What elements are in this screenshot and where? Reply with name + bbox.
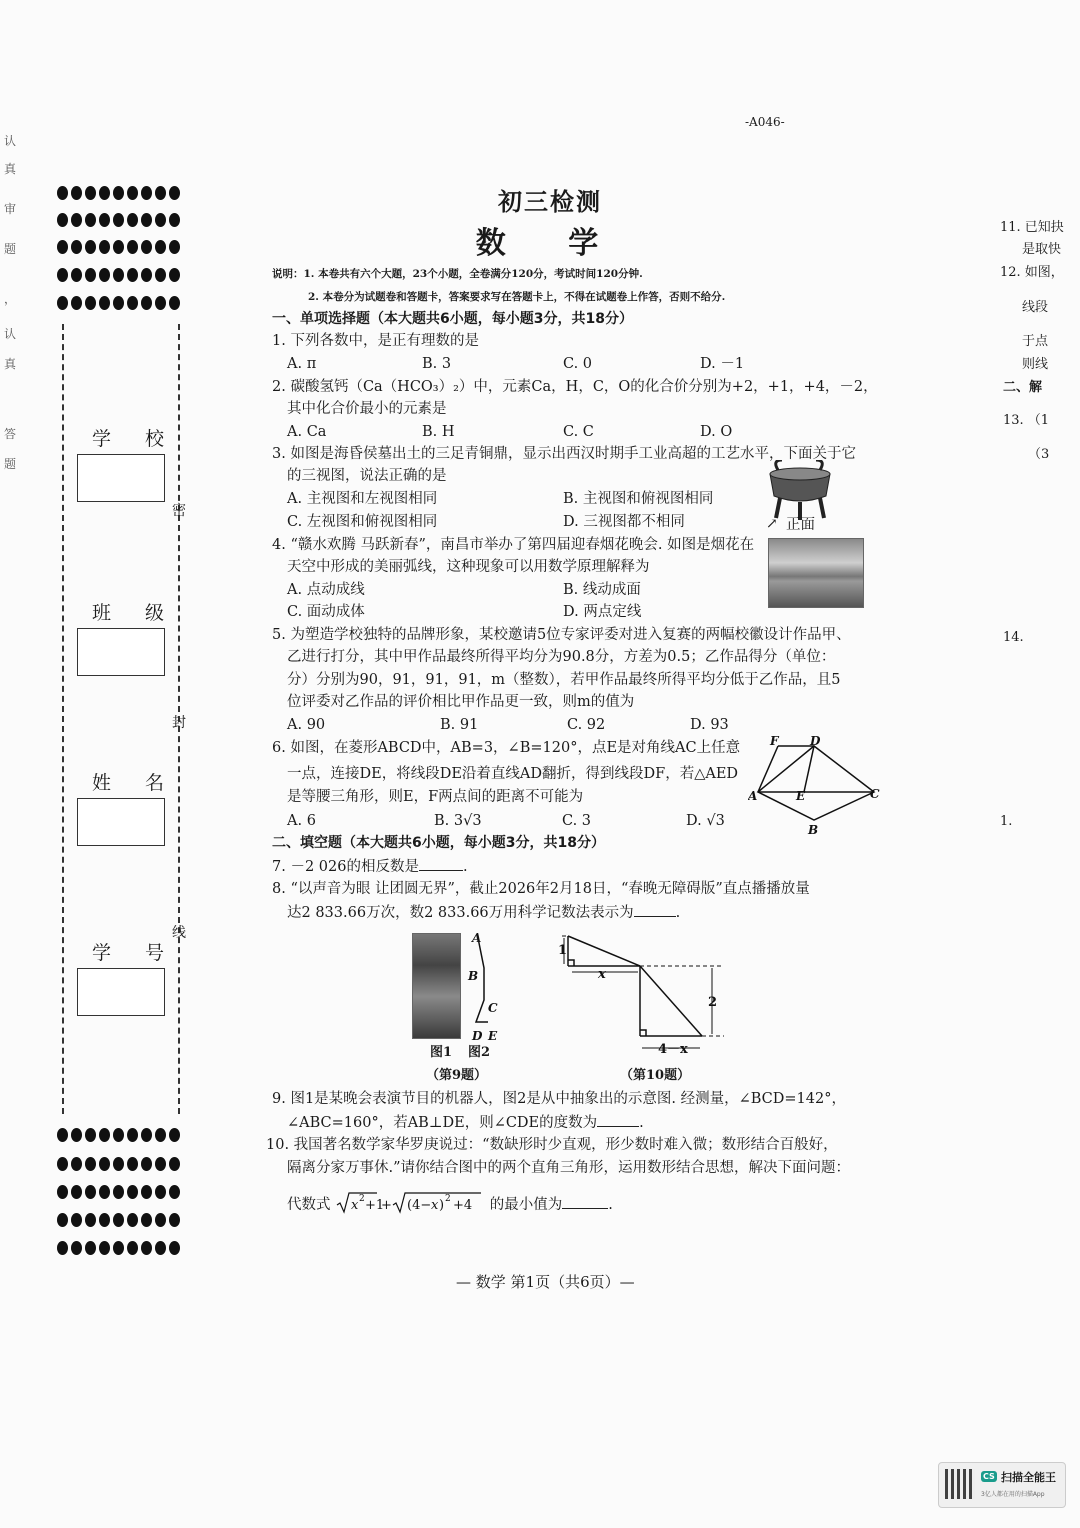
svg-text:+4: +4 xyxy=(453,1198,473,1213)
front-view-arrow-icon: ↗ xyxy=(766,516,778,532)
svg-text:): ) xyxy=(439,1198,445,1213)
fig10-label-1: 1 xyxy=(558,943,568,958)
q10-prefix: 代数式 xyxy=(287,1197,331,1213)
q4-stem-2: 天空中形成的美丽弧线，这种现象可以用数学原理解释为 xyxy=(287,559,650,575)
q10-answer-blank[interactable] xyxy=(562,1194,608,1209)
q2-option-c: C. C xyxy=(563,424,594,440)
q1-option-a: A. π xyxy=(287,356,317,372)
q8-answer-blank[interactable] xyxy=(634,902,676,917)
q4-stem-1: 4. “赣水欢腾 马跃新春”，南昌市举办了第四届迎春烟花晚会. 如图是烟花在 xyxy=(272,537,755,553)
edge-char: 认 xyxy=(4,134,17,148)
seal-xian: 线 xyxy=(172,925,186,941)
svg-text:+: + xyxy=(381,1198,393,1213)
rhombus-label-d: D xyxy=(810,734,821,748)
q2-stem-1: 2. 碳酸氢钙（Ca（HCO₃）₂）中，元素Ca，H，C，O的化合价分别为+2，+1，+4，－2， xyxy=(272,379,878,395)
q9-line-2: ∠ABC=160°，若AB⊥DE，则∠CDE的度数为 . xyxy=(287,1112,644,1133)
q5-line-3: 分）分别为90，91，91，91，m（整数），若甲作品最终所得平均分低于乙作品，且5 xyxy=(287,672,841,688)
q2-option-a: A. Ca xyxy=(287,424,327,440)
edge-char: 真 xyxy=(4,162,17,176)
student-id-label: 学 号 xyxy=(92,942,179,964)
q2-stem-2: 其中化合价最小的元素是 xyxy=(287,401,447,417)
q5-line-2: 乙进行打分，其中甲作品最终所得平均分为90.8分，方差为0.5；乙作品得分（单位： xyxy=(287,649,836,665)
fig9-label-d: D xyxy=(472,1029,483,1043)
svg-text:2: 2 xyxy=(359,1194,365,1204)
fig10-label-4-minus-x: 4－x xyxy=(658,1042,688,1057)
right-strip-7: 二、解 xyxy=(1003,380,1043,395)
fig9-caption-2: 图2 xyxy=(468,1045,491,1060)
school-box[interactable] xyxy=(77,454,165,502)
edge-char: 题 xyxy=(4,242,17,256)
student-id-box[interactable] xyxy=(77,968,165,1016)
right-strip-9: （3 xyxy=(1028,447,1050,462)
q5-option-a: A. 90 xyxy=(287,717,326,733)
rhombus-label-e: E xyxy=(796,789,806,803)
q6-option-a: A. 6 xyxy=(287,813,316,829)
subject-title: 数 学 xyxy=(475,226,625,261)
q1-stem: 1. 下列各数中，是正有理数的是 xyxy=(272,333,479,349)
fig10-label-x: x xyxy=(598,967,606,982)
q6-line-1: 6. 如图，在菱形ABCD中，AB=3，∠B=120°，点E是对角线AC上任意 xyxy=(272,740,741,756)
bronze-ding-image xyxy=(760,460,840,522)
edge-char: 审 xyxy=(4,202,17,216)
q4-option-b: B. 线动成面 xyxy=(563,582,641,598)
scanner-name: 扫描全能王 xyxy=(1001,1471,1056,1484)
q1-option-b: B. 3 xyxy=(422,356,452,372)
edge-char: 真 xyxy=(4,357,17,371)
q6-line-2: 一点，连接DE，将线段DE沿着直线AD翻折，得到线段DF，若△AED xyxy=(287,766,739,782)
instruction-2: 2. 本卷分为试题卷和答题卡，答案要求写在答题卡上，不得在试题卷上作答，否则不给分. xyxy=(308,291,726,303)
scanner-watermark xyxy=(938,1462,1066,1508)
scanner-badge: CS xyxy=(983,1472,995,1481)
rhombus-label-b: B xyxy=(808,823,819,837)
svg-text:+1: +1 xyxy=(365,1198,385,1213)
q1-option-c: C. 0 xyxy=(563,356,593,372)
q7: 7. －2 026的相反数是 . xyxy=(272,856,468,877)
qr-code-icon xyxy=(945,1469,975,1499)
q9-line-1: 9. 图1是某晚会表演节目的机器人，图2是从中抽象出的示意图. 经测量，∠BCD=142°， xyxy=(272,1091,846,1107)
page-footer: — 数学 第1页（共6页）— xyxy=(456,1273,635,1291)
q7-answer-blank[interactable] xyxy=(419,856,463,871)
q9-answer-blank[interactable] xyxy=(597,1112,639,1127)
instruction-1: 说明：1. 本卷共有六个大题，23个小题，全卷满分120分，考试时间120分钟. xyxy=(272,268,643,280)
front-view-label: 正面 xyxy=(786,517,815,533)
q10-line-2: 隔离分家万事休.”请你结合图中的两个直角三角形，运用数形结合思想，解决下面问题： xyxy=(287,1160,851,1176)
q1-option-d: D. －1 xyxy=(700,356,745,372)
q4-option-d: D. 两点定线 xyxy=(563,604,642,620)
edge-char: 题 xyxy=(4,457,17,471)
q4-option-a: A. 点动成线 xyxy=(287,582,365,598)
right-strip-5: 于点 xyxy=(1022,334,1049,349)
q9-stem-2: ∠ABC=160°，若AB⊥DE，则∠CDE的度数为 xyxy=(287,1115,598,1131)
binding-line-left xyxy=(62,324,64,1114)
q6-option-d: D. √3 xyxy=(686,813,725,829)
q5-option-d: D. 93 xyxy=(690,717,729,733)
right-strip-3: 12. 如图， xyxy=(1000,265,1064,280)
q3-option-d: D. 三视图都不相同 xyxy=(563,514,685,530)
edge-char: 认 xyxy=(4,327,17,341)
svg-text:x: x xyxy=(431,1198,439,1213)
name-box[interactable] xyxy=(77,798,165,846)
q7-stem: 7. －2 026的相反数是 xyxy=(272,859,419,875)
rhombus-label-a: A xyxy=(748,789,758,803)
q10-line-3: 代数式 x 2 +1 + (4− x ) 2 +4 的最小值为 . xyxy=(287,1190,613,1216)
fig9-label-b: B xyxy=(468,969,479,983)
q4-option-c: C. 面动成体 xyxy=(287,604,365,620)
right-strip-2: 是取快 xyxy=(1022,242,1062,257)
section1-heading: 一、单项选择题（本大题共6小题，每小题3分，共18分） xyxy=(272,311,633,327)
fireworks-photo xyxy=(768,538,864,608)
rhombus-label-f: F xyxy=(770,734,779,748)
q8-stem-2: 达2 833.66万次，数2 833.66万用科学记数法表示为 xyxy=(287,905,634,921)
q8-line-1: 8. “以声音为眼 让团圆无界”，截止2026年2月18日，“春晚无障碍版”直点播播放量 xyxy=(272,881,810,897)
q3-option-a: A. 主视图和左视图相同 xyxy=(287,491,438,507)
q6-option-c: C. 3 xyxy=(562,813,592,829)
exam-title: 初三检测 xyxy=(498,187,602,216)
q8-line-2: 达2 833.66万次，数2 833.66万用科学记数法表示为 . xyxy=(287,902,680,923)
edge-char: 答 xyxy=(4,427,17,441)
q3-stem-1: 3. 如图是海昏侯墓出土的三足青铜鼎，显示出西汉时期手工业高超的工艺水平，下面关于它 xyxy=(272,446,856,462)
fig10-label-2: 2 xyxy=(708,995,718,1010)
right-strip-1: 11. 已知抉 xyxy=(1000,220,1064,235)
q5-option-b: B. 91 xyxy=(440,717,479,733)
class-box[interactable] xyxy=(77,628,165,676)
seal-feng: 封 xyxy=(172,715,186,731)
fig9-label-a: A xyxy=(472,931,482,945)
q6-option-b: B. 3√3 xyxy=(434,813,482,829)
paper-code: -A046- xyxy=(745,115,785,129)
q3-option-b: B. 主视图和俯视图相同 xyxy=(563,491,714,507)
q3-option-c: C. 左视图和俯视图相同 xyxy=(287,514,438,530)
right-strip-10: 14. xyxy=(1003,630,1024,645)
svg-text:(4−: (4− xyxy=(407,1198,432,1213)
rhombus-figure xyxy=(748,734,884,838)
fig10-caption: （第10题） xyxy=(620,1068,691,1083)
figure10-diagram xyxy=(558,928,728,1060)
figure9-diagram xyxy=(462,928,508,1046)
name-label: 姓 名 xyxy=(92,772,179,794)
q2-option-b: B. H xyxy=(422,424,455,440)
fig9-caption: （第9题） xyxy=(426,1068,488,1083)
q3-stem-2: 的三视图，说法正确的是 xyxy=(287,468,447,484)
scanner-sub: 3亿人都在用的扫描App xyxy=(981,1491,1045,1498)
right-strip-11: 1. xyxy=(1000,814,1013,829)
q2-option-d: D. O xyxy=(700,424,733,440)
svg-text:x: x xyxy=(351,1198,359,1213)
right-strip-8: 13. （1 xyxy=(1003,413,1050,428)
fig9-label-e: E xyxy=(488,1029,498,1043)
svg-text:2: 2 xyxy=(445,1194,451,1204)
seal-mi: 密 xyxy=(172,503,186,519)
edge-char: ， xyxy=(4,292,17,306)
q5-line-4: 位评委对乙作品的评价相比甲作品更一致，则m的值为 xyxy=(287,694,635,710)
class-label: 班 级 xyxy=(92,602,179,624)
q10-suffix: 的最小值为 xyxy=(489,1197,563,1213)
right-strip-4: 线段 xyxy=(1022,300,1049,315)
right-strip-6: 则线 xyxy=(1022,357,1049,372)
q5-line-1: 5. 为塑造学校独特的品牌形象，某校邀请5位专家评委对进入复赛的两幅校徽设计作品甲、 xyxy=(272,627,851,643)
section2-heading: 二、填空题（本大题共6小题，每小题3分，共18分） xyxy=(272,835,605,851)
rhombus-label-c: C xyxy=(870,787,880,801)
fig9-label-c: C xyxy=(488,1001,498,1015)
robot-photo xyxy=(412,933,461,1039)
q10-line-1: 10. 我国著名数学家华罗庚说过：“数缺形时少直观，形少数时难入微；数形结合百般好， xyxy=(266,1137,838,1153)
q5-option-c: C. 92 xyxy=(567,717,606,733)
fig9-caption-1: 图1 xyxy=(430,1045,453,1060)
q10-expression xyxy=(335,1190,485,1216)
q6-line-3: 是等腰三角形，则E，F两点间的距离不可能为 xyxy=(287,789,584,805)
school-label: 学 校 xyxy=(92,428,179,450)
